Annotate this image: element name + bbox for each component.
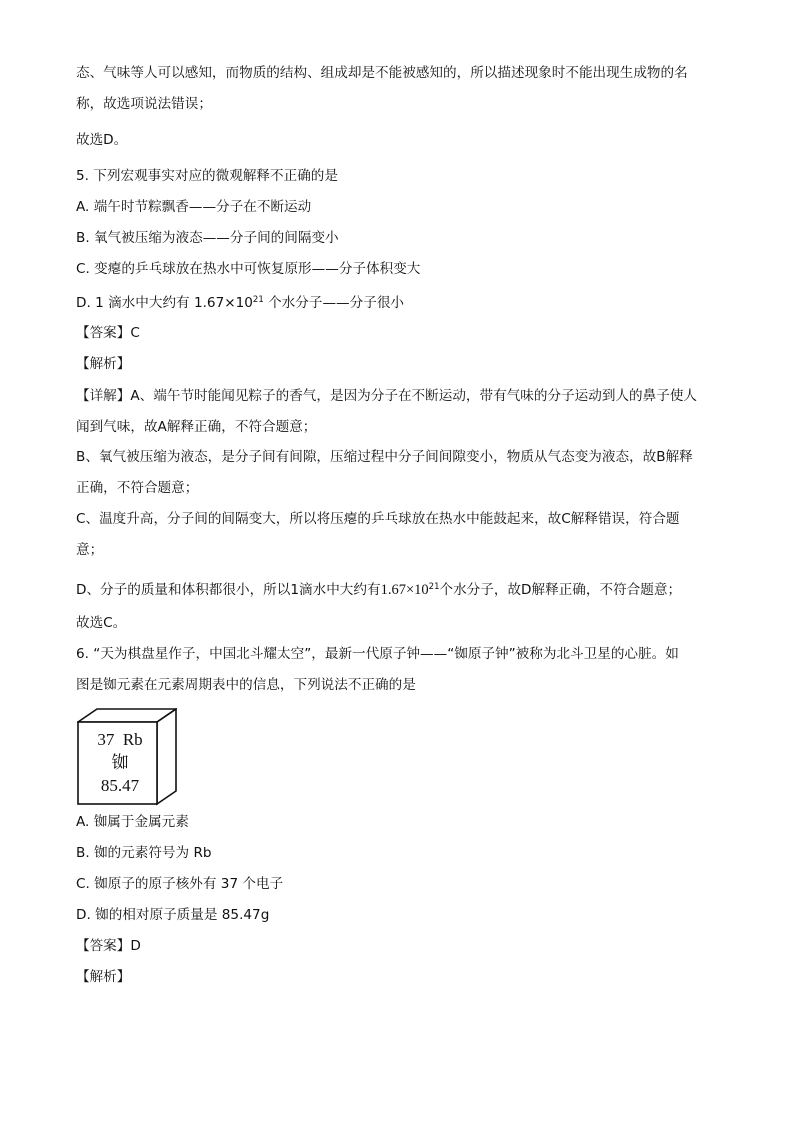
analysis-label: 【解析】 bbox=[76, 356, 131, 372]
option-d-text-end: 个水分子——分子很小 bbox=[263, 295, 405, 311]
question-5-option-c: C. 变瘪的乒乓球放在热水中可恢复原形——分子体积变大 bbox=[76, 261, 421, 277]
detail-line: B、氧气被压缩为液态，是分子间有间隙，压缩过程中分子间间隙变小，物质从气态变为液态，故B解释 bbox=[76, 449, 693, 465]
atomic-mass: 85.47 bbox=[100, 776, 140, 795]
question-6-option-d: D. 铷的相对原子质量是 85.47g bbox=[76, 907, 270, 923]
detail-d-text-end: 个水分子，故D解释正确，不符合题意； bbox=[439, 582, 682, 598]
text-line: 故选D。 bbox=[76, 132, 128, 148]
exponent: 21 bbox=[252, 295, 264, 305]
element-tile bbox=[77, 708, 177, 808]
answer-label: 【答案】C bbox=[76, 325, 140, 341]
detail-line-d bbox=[76, 578, 681, 599]
question-5-stem: 5. 下列宏观事实对应的微观解释不正确的是 bbox=[76, 168, 338, 184]
exponent: 21 bbox=[428, 582, 440, 592]
question-6-stem: 6. “天为棋盘星作子，中国北斗耀太空”，最新一代原子钟——“铷原子钟”被称为北斗卫星的心脏。如 bbox=[76, 646, 679, 662]
atomic-number: 37 bbox=[97, 730, 115, 749]
element-header bbox=[77, 728, 163, 751]
question-6-option-a: A. 铷属于金属元素 bbox=[76, 814, 189, 830]
detail-line: 【详解】A、端午节时能闻见粽子的香气，是因为分子在不断运动，带有气味的分子运动到人的鼻子使人 bbox=[76, 388, 698, 404]
answer-label: 【答案】D bbox=[76, 938, 141, 954]
analysis-label: 【解析】 bbox=[76, 969, 131, 985]
conclusion: 故选C。 bbox=[76, 615, 127, 631]
question-6-stem: 图是铷元素在元素周期表中的信息，下列说法不正确的是 bbox=[76, 677, 416, 693]
detail-line: C、温度升高，分子间的间隔变大，所以将压瘪的乒乓球放在热水中能鼓起来，故C解释错误，符合题 bbox=[76, 511, 680, 527]
question-5-option-d bbox=[76, 291, 404, 312]
question-5-option-b: B. 氧气被压缩为液态——分子间的间隔变小 bbox=[76, 230, 339, 246]
cube-top-face bbox=[78, 709, 176, 722]
detail-d-number: 1.67×10 bbox=[380, 582, 429, 598]
element-symbol: Rb bbox=[122, 730, 143, 749]
option-d-text: D. 1 滴水中大约有 1.67×10 bbox=[76, 295, 253, 311]
question-5-option-a: A. 端午时节粽飘香——分子在不断运动 bbox=[76, 199, 312, 215]
detail-line: 意； bbox=[76, 542, 104, 558]
text-line: 称，故选项说法错误； bbox=[76, 96, 212, 112]
text-line: 态、气味等人可以感知，而物质的结构、组成却是不能被感知的，所以描述现象时不能出现生成物的名 bbox=[76, 65, 688, 81]
question-6-option-c: C. 铷原子的原子核外有 37 个电子 bbox=[76, 876, 284, 892]
question-6-option-b: B. 铷的元素符号为 Rb bbox=[76, 845, 212, 861]
detail-line: 正确，不符合题意； bbox=[76, 480, 199, 496]
element-name: 铷 bbox=[111, 753, 129, 772]
detail-d-text: D、分子的质量和体积都很小，所以1滴水中大约有 bbox=[76, 582, 381, 598]
detail-line: 闻到气味，故A解释正确，不符合题意； bbox=[76, 419, 317, 435]
